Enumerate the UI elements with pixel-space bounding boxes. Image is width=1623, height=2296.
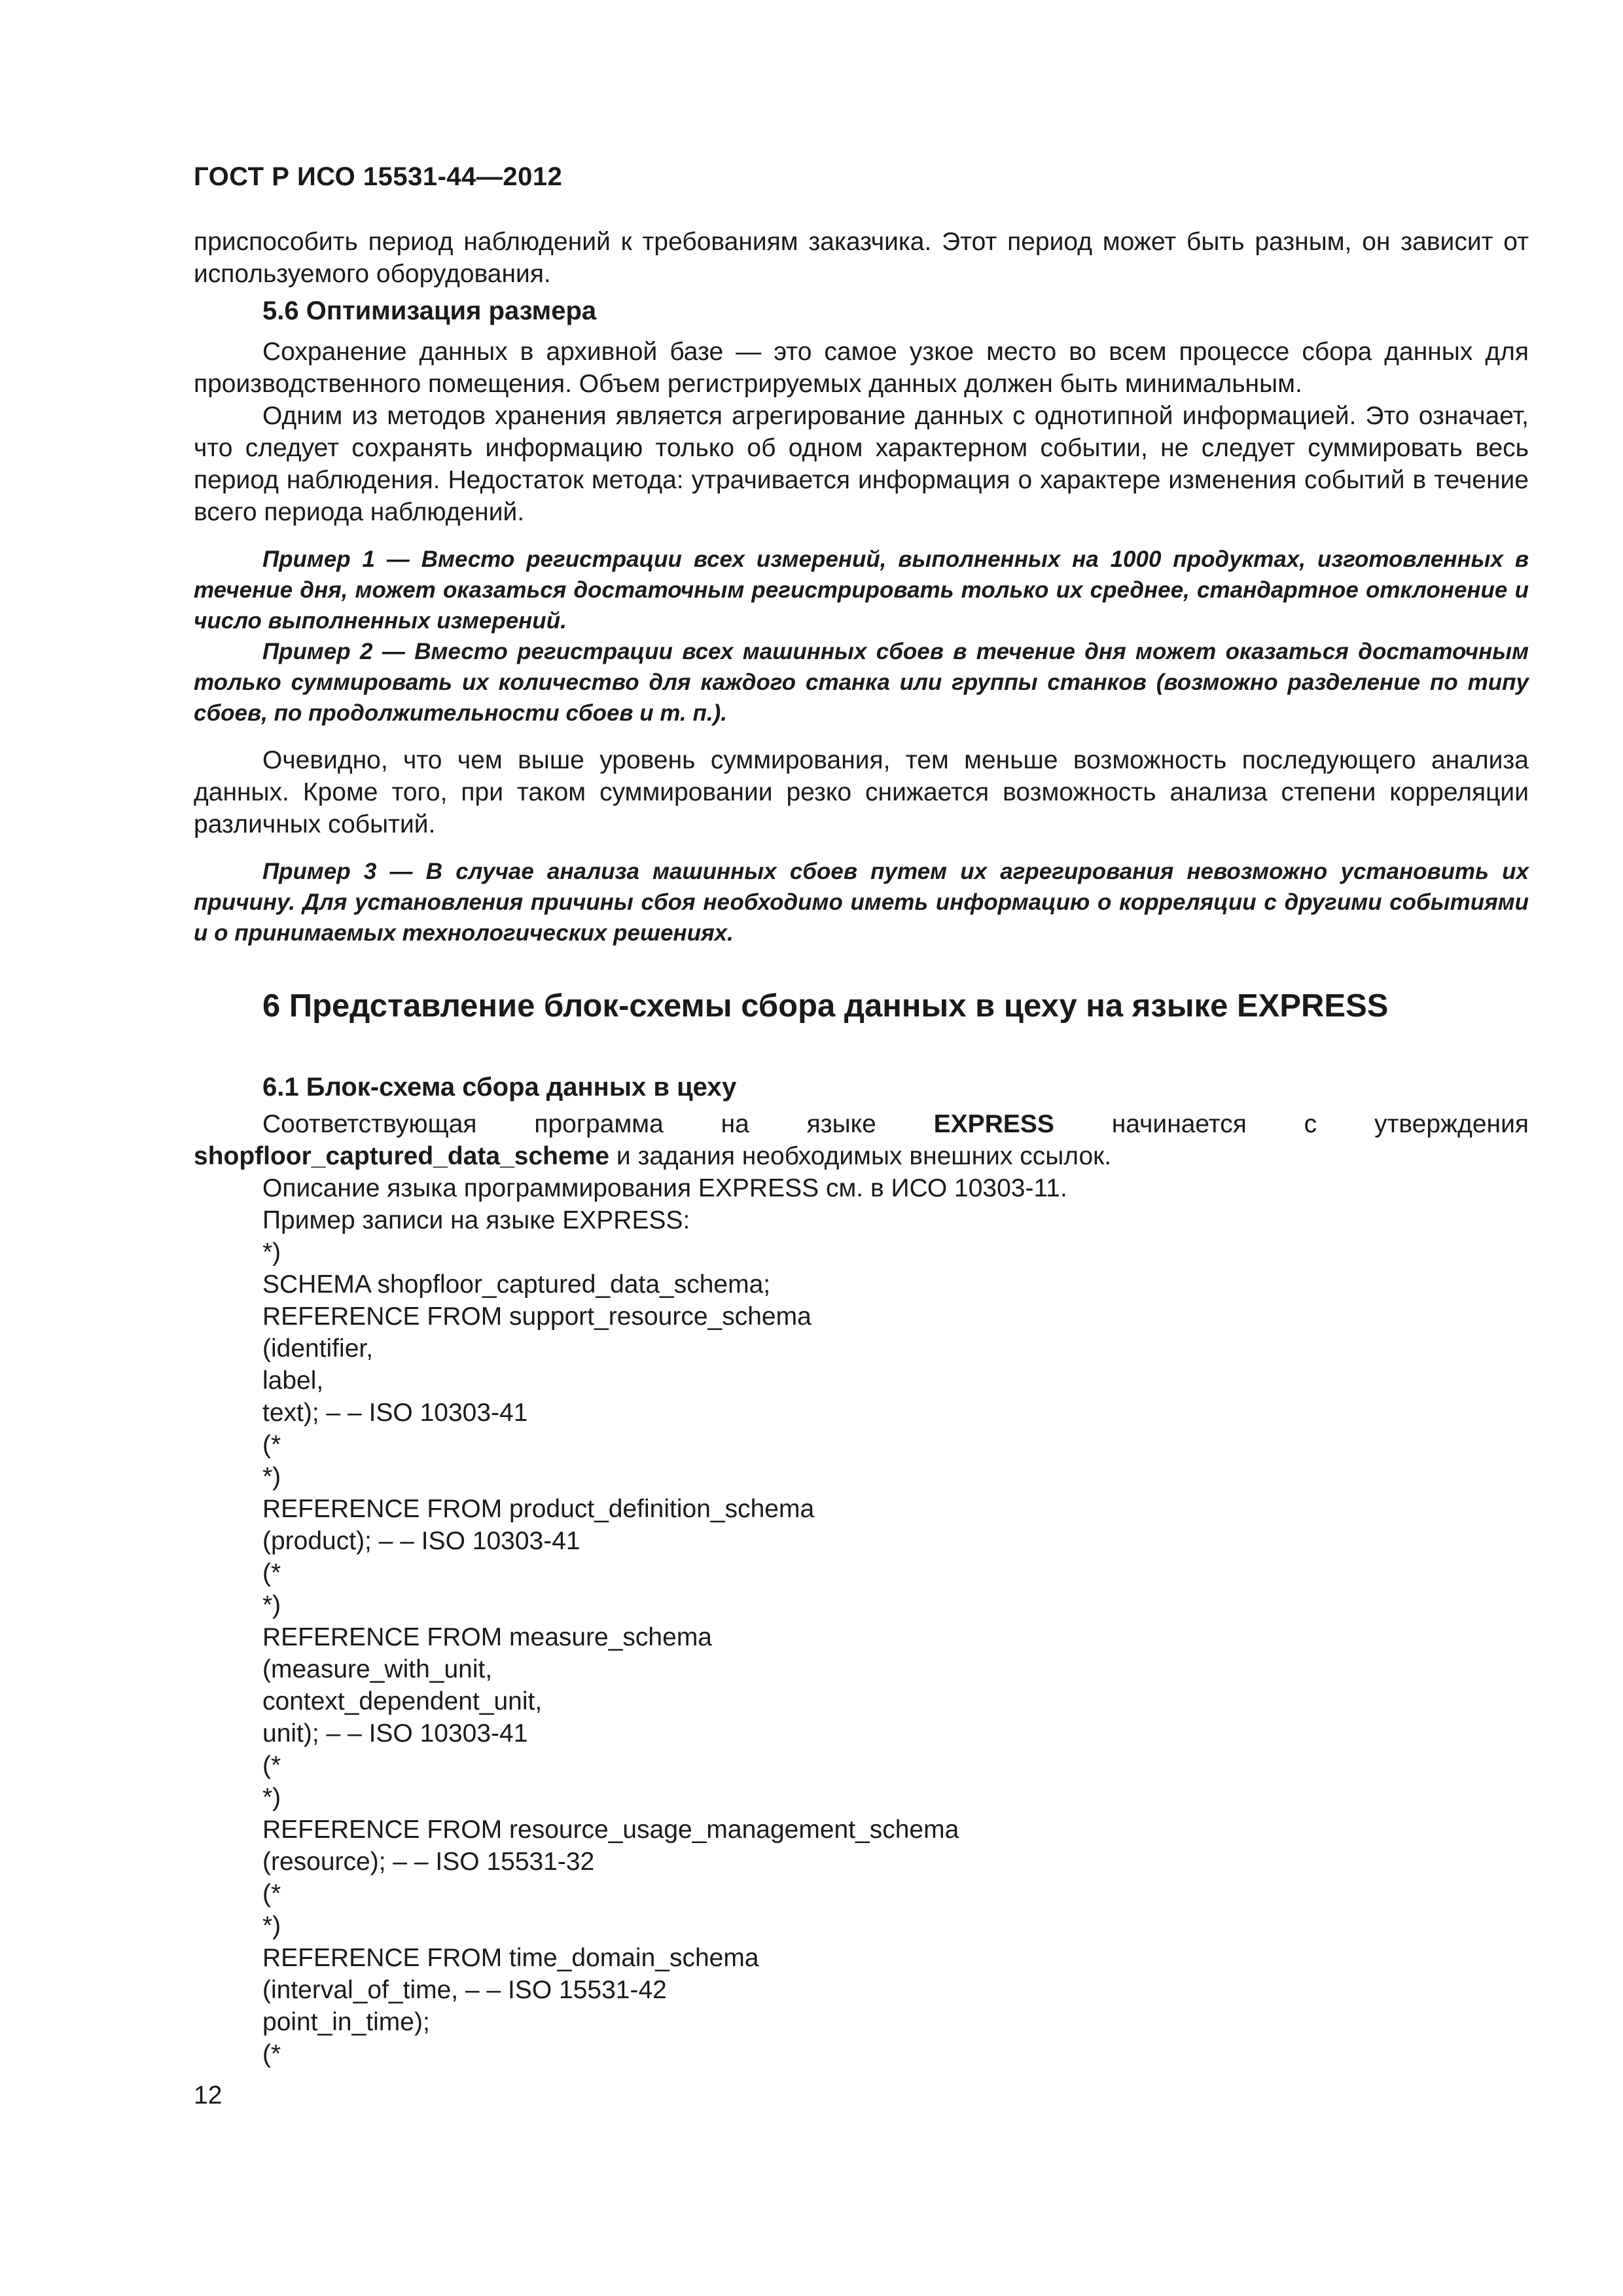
section-6-1-paragraph-2: Описание языка программирования EXPRESS см. в ИСО 10303-11.: [262, 1174, 1067, 1202]
code-line: (resource); – – ISO 15531-32: [262, 1848, 595, 1876]
standard-header: ГОСТ Р ИСО 15531-44—2012: [194, 162, 563, 191]
code-line: *): [262, 1463, 281, 1491]
example-2: Пример 2 — Вместо регистрации всех машинных сбоев в течение дня может оказаться достаточным только суммировать их количество для каждого станка или группы станков (возможно разделение по типу сбоев, по продолжительности сбоев и т. п.).: [194, 639, 1529, 726]
code-line: point_in_time);: [262, 2008, 430, 2036]
code-line: REFERENCE FROM time_domain_schema: [262, 1944, 759, 1972]
code-line: (*: [262, 1751, 281, 1780]
section-5-6-paragraph-3: Очевидно, что чем выше уровень суммирования, тем меньше возможность последующего анализа данных. Кроме того, при таком суммировании резко снижается возможность анализа степени корреляции различных событий.: [194, 746, 1529, 838]
code-line: REFERENCE FROM resource_usage_management_schema: [262, 1816, 959, 1844]
page-content: [194, 226, 1529, 2070]
code-line: unit); – – ISO 10303-41: [262, 1719, 528, 1748]
example-1: Пример 1 — Вместо регистрации всех измерений, выполненных на 1000 продуктах, изготовленных в течение дня, может оказаться достаточным регистрировать только их среднее, стандартное отклонение и число выполненных измерений.: [194, 547, 1529, 634]
code-line: (*: [262, 2040, 281, 2068]
examples-block-1: [194, 544, 1529, 728]
section-6-1-paragraph-1: [194, 1108, 1529, 1172]
code-line: (*: [262, 1559, 281, 1587]
section-5-6-paragraph-2: Одним из методов хранения является агрегирование данных с однотипной информацией. Это означает, что следует сохранять информацию только об одном характерном событии, не следует суммировать весь период наблюдения. Недостаток метода: утрачивается информация о характере изменения событий в течение всего периода наблюдений.: [194, 402, 1529, 526]
code-line: (measure_with_unit,: [262, 1655, 493, 1683]
express-keyword: EXPRESS: [933, 1110, 1054, 1138]
p1-text-start: Соответствующая программа на языке: [262, 1110, 934, 1138]
code-line: (product); – – ISO 10303-41: [262, 1527, 580, 1555]
code-line: label,: [262, 1367, 324, 1395]
code-line: *): [262, 1912, 281, 1940]
code-line: *): [262, 1591, 281, 1619]
intro-paragraph: приспособить период наблюдений к требованиям заказчика. Этот период может быть разным, он зависит от используемого оборудования.: [194, 228, 1529, 288]
code-line: (identifier,: [262, 1335, 374, 1363]
code-line: SCHEMA shopfloor_captured_data_schema;: [262, 1270, 771, 1299]
schema-name: shopfloor_captured_data_scheme: [194, 1142, 610, 1170]
section-5-6-title: 5.6 Оптимизация размера: [262, 296, 597, 325]
code-line: REFERENCE FROM support_resource_schema: [262, 1302, 812, 1331]
code-line: text); – – ISO 10303-41: [262, 1399, 528, 1427]
code-line: REFERENCE FROM product_definition_schema: [262, 1495, 815, 1523]
code-line: REFERENCE FROM measure_schema: [262, 1623, 712, 1651]
express-code-block: [194, 1236, 1529, 2070]
section-6-1-title: 6.1 Блок-схема сбора данных в цеху: [262, 1073, 737, 1102]
examples-block-2: [194, 856, 1529, 948]
code-line: *): [262, 1238, 281, 1266]
section-5-6-paragraph-1: Сохранение данных в архивной базе — это самое узкое место во всем процессе сбора данных для производственного помещения. Объем регистрируемых данных должен быть минимальным.: [194, 338, 1529, 398]
p1-text-mid: начинается с утверждения: [1054, 1110, 1529, 1138]
p1-text-end: и задания необходимых внешних ссылок.: [609, 1142, 1112, 1170]
code-line: (*: [262, 1880, 281, 1908]
code-line: (interval_of_time, – – ISO 15531-42: [262, 1976, 667, 2004]
code-line: (*: [262, 1431, 281, 1459]
example-3: Пример 3 — В случае анализа машинных сбоев путем их агрегирования невозможно установить их причину. Для установления причины сбоя необходимо иметь информацию о корреляции с другими событиями и о принимаемых технологических решениях.: [194, 859, 1529, 946]
section-6-1-paragraph-3: Пример записи на языке EXPRESS:: [262, 1206, 690, 1234]
code-line: context_dependent_unit,: [262, 1687, 543, 1715]
page-number: 12: [194, 2081, 223, 2109]
section-6-title: 6 Представление блок-схемы сбора данных в цеху на языке EXPRESS: [262, 988, 1389, 1024]
code-line: *): [262, 1784, 281, 1812]
